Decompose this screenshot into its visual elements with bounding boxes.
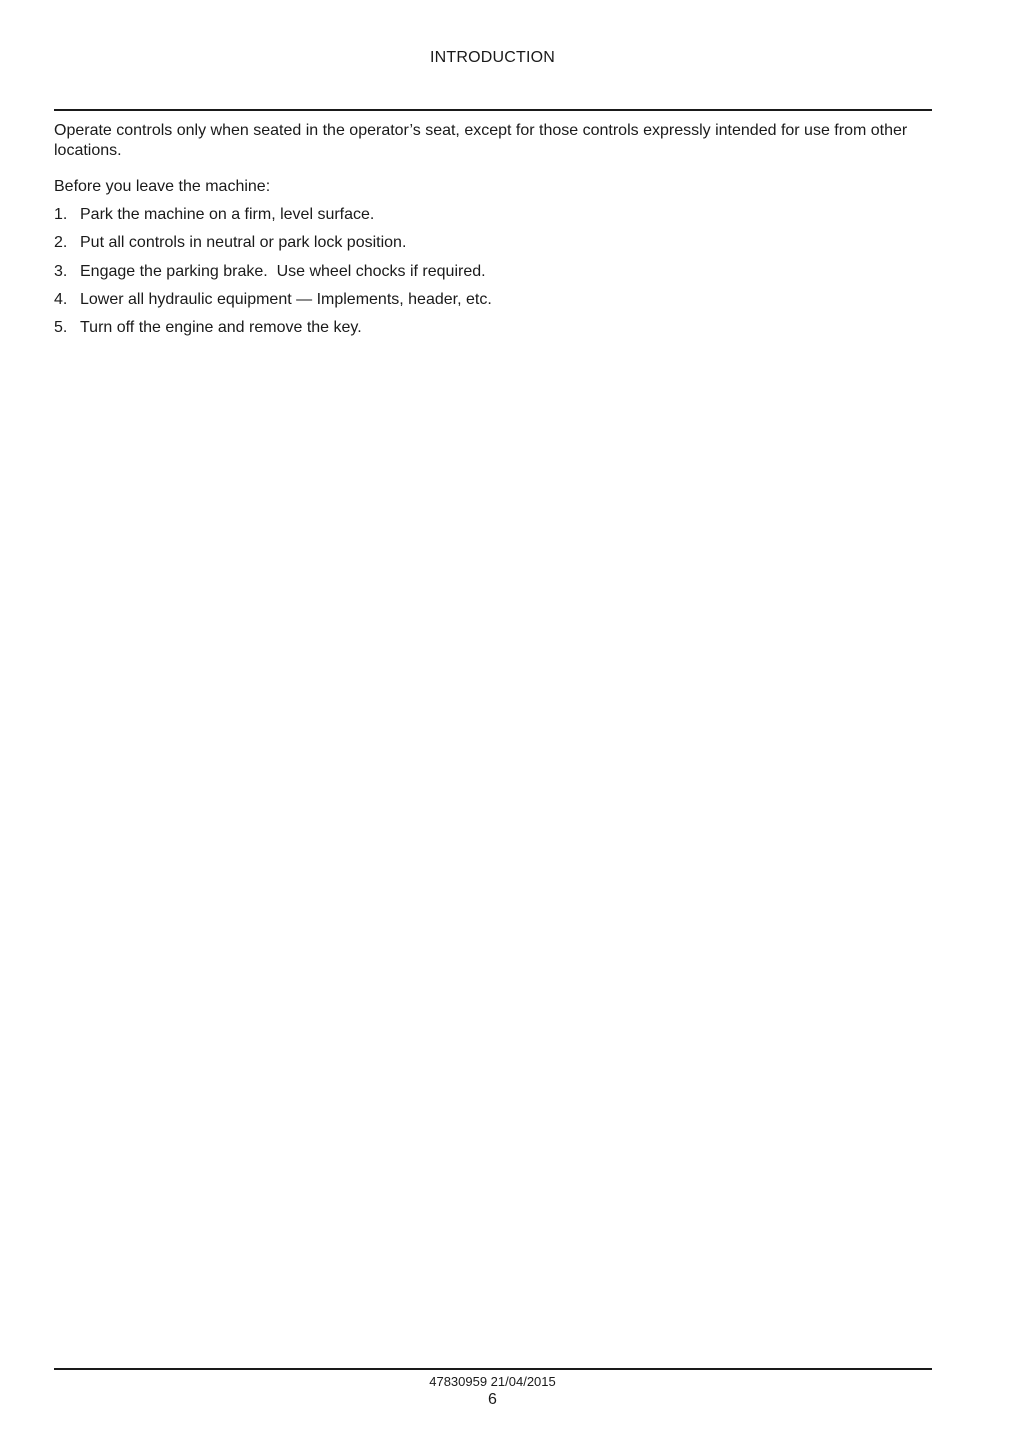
step-text: Lower all hydraulic equipment — Implements, header, etc. [80,290,492,308]
footer-divider [54,1368,932,1370]
list-item [54,318,934,338]
list-item [54,290,934,310]
header-divider [54,109,932,111]
step-text: Put all controls in neutral or park lock position. [80,234,407,252]
step-text: Park the machine on a firm, level surface. [80,206,375,223]
step-text: Turn off the engine and remove the key. [80,319,362,337]
page-number: 6 [488,1391,497,1408]
list-item [54,205,934,225]
steps-list [54,205,934,338]
page-content [54,121,934,346]
intro-paragraph: Operate controls only when seated in the operator’s seat, except for those controls expressly intended for use from other locations. [54,122,908,159]
step-number: 4. [54,290,68,308]
page-header-title: INTRODUCTION [429,49,556,66]
footer-doc-reference: 47830959 21/04/2015 [429,1374,556,1389]
step-number: 1. [54,206,68,223]
step-number: 3. [54,262,68,280]
step-number: 2. [54,234,68,252]
step-text: Engage the parking brake. Use wheel chocks if required. [80,262,486,280]
list-item [54,262,934,282]
step-number: 5. [54,319,68,337]
list-item [54,233,934,253]
steps-lead: Before you leave the machine: [54,178,271,195]
